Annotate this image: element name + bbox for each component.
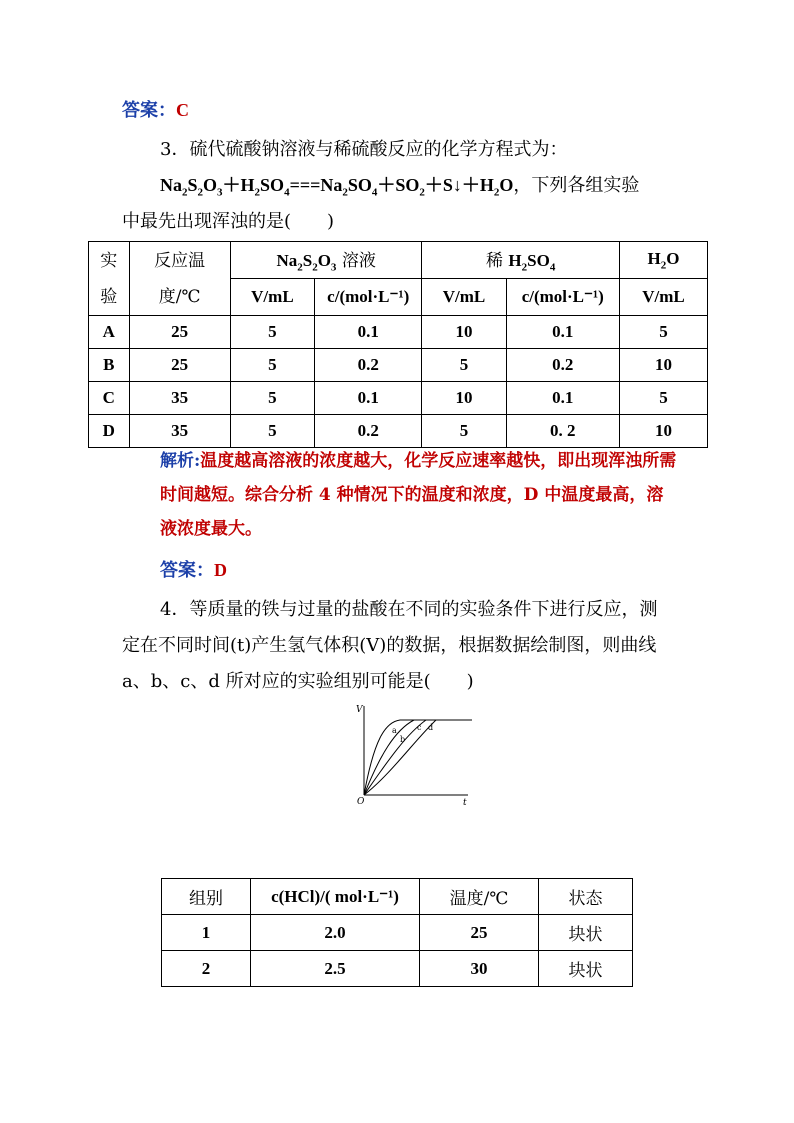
cell: 0.2 [314, 349, 421, 382]
th-temperature [129, 242, 230, 316]
cell: 0. 2 [506, 415, 619, 448]
cell: 5 [230, 349, 314, 382]
q4-line-3: a、b、c、d 所对应的实验组别可能是( ) [122, 671, 474, 692]
answer-line-2 [160, 556, 227, 582]
curve-label-d: d [428, 723, 434, 732]
cell: 0.2 [506, 349, 619, 382]
table-row [89, 349, 708, 382]
th-v3: V/mL [619, 279, 707, 316]
answer-label: 答案： [122, 100, 176, 121]
th-thio-text: 溶液 [341, 251, 376, 272]
q3-equation: $Na_2S_2O_3+H_2SO_4===Na_2SO_4+SO_2+S↓+H_2O$，下列各组实验 [160, 175, 640, 199]
th-experiment [89, 242, 130, 316]
cell: 30 [420, 951, 539, 987]
cell: 1 [162, 915, 251, 951]
cell: 0.1 [314, 316, 421, 349]
th-water: $H_2O$ [619, 242, 707, 279]
th-temp-2: 度/℃ [158, 286, 201, 307]
answer-label-2: 答案： [160, 560, 214, 581]
answer-value: C [176, 100, 189, 120]
cell: 25 [129, 316, 230, 349]
q3-equation-tail: ，下列各组实验 [513, 175, 640, 196]
th-v1: V/mL [230, 279, 314, 316]
th-group: 组别 [162, 879, 251, 915]
x-axis-label: t [463, 798, 467, 808]
cell: 5 [619, 316, 707, 349]
th-temperature-2: 温度/℃ [420, 879, 539, 915]
th-acid-text: 稀 [486, 251, 503, 272]
experiment-table [88, 241, 708, 448]
table-row [89, 415, 708, 448]
origin-label: O [357, 797, 365, 807]
table-row [89, 316, 708, 349]
curve-label-a: a [392, 726, 397, 735]
table-row [89, 382, 708, 415]
cell: 0.1 [314, 382, 421, 415]
cell: 25 [420, 915, 539, 951]
cell: 35 [129, 382, 230, 415]
cell: 5 [230, 415, 314, 448]
cell: 5 [230, 382, 314, 415]
curve-label-b: b [400, 735, 406, 744]
cell: A [89, 316, 130, 349]
y-axis-label: V [356, 705, 363, 715]
th-c1: c/(mol·L⁻¹) [314, 279, 421, 316]
curve-label-c: c [417, 723, 422, 732]
cell: D [89, 415, 130, 448]
cell: 25 [129, 349, 230, 382]
q3-stem-end: 中最先出现浑浊的是( ) [122, 211, 335, 232]
th-temp-1: 反应温 [154, 250, 206, 271]
cell: 2 [162, 951, 251, 987]
cell: 块状 [539, 951, 633, 987]
q3-stem: 3．硫代硫酸钠溶液与稀硫酸反应的化学方程式为： [160, 139, 568, 160]
conditions-table [161, 878, 633, 987]
th-exp-1: 实 [100, 250, 118, 271]
th-exp-2: 验 [100, 286, 118, 307]
table-row [162, 951, 633, 987]
cell: 2.0 [251, 915, 420, 951]
cell: 5 [619, 382, 707, 415]
th-hcl-conc: c(HCl)/( mol·L⁻¹) [251, 879, 420, 915]
cell: 5 [230, 316, 314, 349]
th-c2: c/(mol·L⁻¹) [506, 279, 619, 316]
q4-line-2: 定在不同时间(t)产生氢气体积(V)的数据，根据数据绘制图，则曲线 [122, 635, 657, 656]
answer-value-2: D [214, 560, 227, 580]
analysis-label: 解析: [160, 451, 201, 471]
cell: 5 [422, 415, 506, 448]
answer-line-1 [122, 96, 189, 122]
th-acid: 稀 $H_2SO_4$ [422, 242, 619, 279]
cell: 35 [129, 415, 230, 448]
analysis-text: 温度越高溶液的浓度越大，化学反应速率越快，即出现浑浊所需时间越短。综合分析 4 种情况下的温度和浓度，D 中温度最高，溶液浓度最大。 [160, 451, 677, 539]
analysis-block [160, 444, 680, 546]
cell: B [89, 349, 130, 382]
cell: 10 [619, 349, 707, 382]
th-thiosulfate: $Na_2S_2O_3$ 溶液 [230, 242, 422, 279]
cell: 5 [422, 349, 506, 382]
cell: 10 [422, 316, 506, 349]
th-state: 状态 [539, 879, 633, 915]
cell: 0.1 [506, 382, 619, 415]
table-row [162, 915, 633, 951]
cell: 10 [619, 415, 707, 448]
cell: C [89, 382, 130, 415]
volume-time-graph [350, 700, 480, 808]
cell: 2.5 [251, 951, 420, 987]
cell: 10 [422, 382, 506, 415]
th-v2: V/mL [422, 279, 506, 316]
cell: 0.2 [314, 415, 421, 448]
cell: 0.1 [506, 316, 619, 349]
q4-line-1: 4．等质量的铁与过量的盐酸在不同的实验条件下进行反应，测 [160, 599, 658, 620]
cell: 块状 [539, 915, 633, 951]
